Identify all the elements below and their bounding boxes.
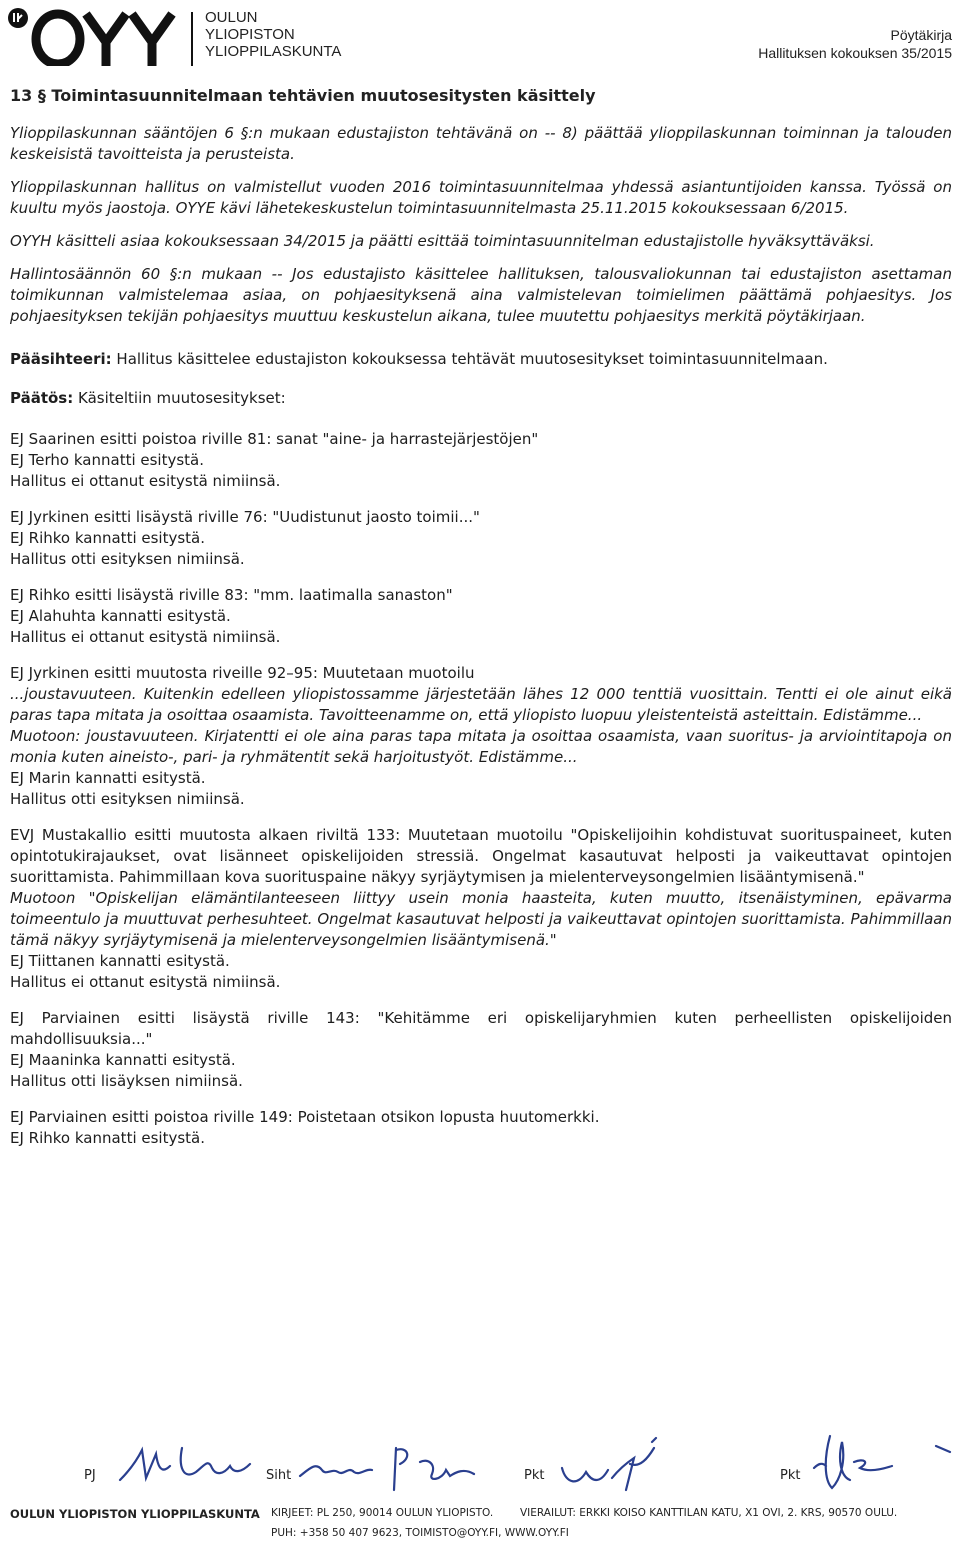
decision-text: Käsiteltiin muutosesitykset: <box>73 389 286 407</box>
proposal-line: Hallitus otti esityksen nimiinsä. <box>10 790 245 808</box>
proposal-line: EJ Jyrkinen esitti lisäystä riville 76: "Uudistunut jaosto toimii..." <box>10 508 480 526</box>
proposal-line: Hallitus ei ottanut esitystä nimiinsä. <box>10 973 281 991</box>
proposal-line: Muotoon: joustavuuteen. Kirjatentti ei ole aina paras tapa mitata ja osoittaa osaamista, vaan suoritus- ja arviointitapoja on monia kuten aineisto-, pari- ja ryhmätentit sekä harjoitustyöt. Edistämme... <box>10 727 952 766</box>
proposal-block <box>10 1008 952 1092</box>
proposal-line: EJ Parviainen esitti lisäystä riville 143: "Kehitämme eri opiskelijaryhmien kuten perheellisten opiskelijoiden mahdollisuuksia..." <box>10 1009 952 1048</box>
signature-label-pkt-1: Pkt <box>524 1468 545 1483</box>
reviewer-1-signature <box>556 1428 666 1498</box>
proposal-line: ...joustavuuteen. Kuitenkin edelleen yliopistossamme järjestetään lähes 12 000 tenttiä vuosittain. Tentti ei ole ainut eikä paras tapa mitata ja osoittaa osaamista. Tavoitteenamme on, että yliopisto luopuu yleistenteistä asteittain. Edistämme... <box>10 685 952 724</box>
doc-type-label: Pöytäkirja <box>890 27 952 43</box>
proposal-block <box>10 1107 952 1149</box>
proposal-block <box>10 429 952 492</box>
proposal-line: EJ Rihko kannatti esitystä. <box>10 529 206 547</box>
proposal-line: EJ Terho kannatti esitystä. <box>10 451 205 469</box>
proposal-line: EJ Saarinen esitti poistoa riville 81: sanat "aine- ja harrastejärjestöjen" <box>10 430 539 448</box>
proposal-line: Hallitus ei ottanut esitystä nimiinsä. <box>10 628 281 646</box>
org-name <box>205 9 341 60</box>
proposal-line: Muotoon "Opiskelijan elämäntilanteeseen liittyy usein monia haasteita, kuten muutto, itsenäistyminen, epävarma toimeentulo ja muuttuvat perhesuhteet. Ongelmat kasautuvat helposti ja vaikeuttavat opintojen suorittamista. Pahimmillaan tämä näkyy syrjäytymisenä ja mielenterveysongelmien lisääntymisenä." <box>10 889 952 949</box>
intro-paragraph: Ylioppilaskunnan hallitus on valmistellut vuoden 2016 toimintasuunnitelmaa yhdessä asiantuntijoiden kanssa. Työssä on kuultu myös jaostoja. OYYE kävi lähetekeskustelun toimintasuunnitelmasta 25.11.2015 kokouksessaan 6/2015. <box>10 178 952 217</box>
proposal-block <box>10 663 952 810</box>
org-line-1: OULUN <box>205 9 258 26</box>
chair-signature <box>112 1428 262 1498</box>
intro-paragraph: Hallintosäännön 60 §:n mukaan -- Jos edustajisto käsittelee hallituksen, talousvaliokunnan tai edustajiston asettaman toimikunnan valmistelemaa asiaa, on pohjaesityksenä aina valmistelevan toimielimen päättämä pohjaesitys. Jos pohjaesityksen tekijän pohjaesitys muuttuu keskustelun aikana, tulee muutettu pohjaesitys merkitä pöytäkirjaan. <box>10 265 952 325</box>
proposal-line: EJ Rihko kannatti esitystä. <box>10 1129 206 1147</box>
proposal-line: EJ Tiittanen kannatti esitystä. <box>10 952 230 970</box>
document-type <box>758 26 952 62</box>
proposal-line: EVJ Mustakallio esitti muutosta alkaen riviltä 133: Muutetaan muotoilu "Opiskelijoihin kohdistuvat suorituspaineet, kuten opintotukirajaukset, ovat lisänneet opiskelijoiden stressiä. Ongelmat kasautuvat helposti ja vaikeuttavat opintojen suorittamista. Pahimmillaan kova suorituspaine näkyy syrjäytymisen ja mielenterveysongelmien lisääntymisenä." <box>10 826 952 886</box>
secretary-label: Pääsihteeri: <box>10 350 112 368</box>
org-line-3: YLIOPPILASKUNTA <box>205 43 342 60</box>
signature-label-siht: Siht <box>266 1468 292 1483</box>
org-line-2: YLIOPISTON <box>205 26 295 43</box>
proposal-line: Hallitus otti lisäyksen nimiinsä. <box>10 1072 243 1090</box>
secretary-text: Hallitus käsittelee edustajiston kokouksessa tehtävät muutosesitykset toimintasuunnitelmaan. <box>111 350 828 368</box>
proposal-line: Hallitus ei ottanut esitystä nimiinsä. <box>10 472 281 490</box>
proposal-line: Hallitus otti esityksen nimiinsä. <box>10 550 245 568</box>
proposal-block <box>10 825 952 993</box>
intro-paragraph: Ylioppilaskunnan sääntöjen 6 §:n mukaan edustajiston tehtävänä on -- 8) päättää ylioppilaskunnan toiminnan ja talouden keskeisistä tavoitteista ja perusteista. <box>10 124 952 163</box>
meeting-label: Hallituksen kokouksen 35/2015 <box>758 45 952 61</box>
signature-band <box>0 1428 960 1498</box>
proposal-block <box>10 507 952 570</box>
proposal-line: EJ Parviainen esitti poistoa riville 149: Poistetaan otsikon lopusta huutomerkki. <box>10 1108 600 1126</box>
proposal-line: EJ Jyrkinen esitti muutosta riveille 92–95: Muutetaan muotoilu <box>10 664 475 682</box>
footer-org: OULUN YLIOPISTON YLIOPPILASKUNTA <box>10 1507 260 1521</box>
decision <box>10 388 952 409</box>
footer-visiting-address: VIERAILUT: ERKKI KOISO KANTTILAN KATU, X1 OVI, 2. KRS, 90570 OULU. <box>520 1507 898 1519</box>
reviewer-2-signature <box>806 1428 956 1498</box>
proposal-line: EJ Marin kannatti esitystä. <box>10 769 206 787</box>
proposal-line: EJ Rihko esitti lisäystä riville 83: "mm. laatimalla sanaston" <box>10 586 453 604</box>
section-title: 13 § Toimintasuunnitelmaan tehtävien muutosesitysten käsittely <box>10 86 596 105</box>
signature-label-pj: PJ <box>84 1468 96 1483</box>
footer-address: KIRJEET: PL 250, 90014 OULUN YLIOPISTO. <box>271 1507 494 1519</box>
secretary-proposal <box>10 349 952 370</box>
proposal-block <box>10 585 952 648</box>
signature-label-pkt-2: Pkt <box>780 1468 801 1483</box>
decision-label: Päätös: <box>10 389 74 407</box>
page-footer <box>0 1505 960 1549</box>
proposal-line: EJ Alahuhta kannatti esitystä. <box>10 607 231 625</box>
minutes-content <box>10 86 952 1164</box>
intro-paragraph: OYYH käsitteli asiaa kokouksessaan 34/2015 ja päätti esittää toimintasuunnitelman edustajistolle hyväksyttäväksi. <box>10 232 875 250</box>
oyy-logo <box>6 6 196 66</box>
secretary-signature <box>296 1428 496 1498</box>
footer-contact: PUH: +358 50 407 9623, TOIMISTO@OYY.FI, WWW.OYY.FI <box>271 1527 569 1539</box>
proposal-line: EJ Maaninka kannatti esitystä. <box>10 1051 236 1069</box>
